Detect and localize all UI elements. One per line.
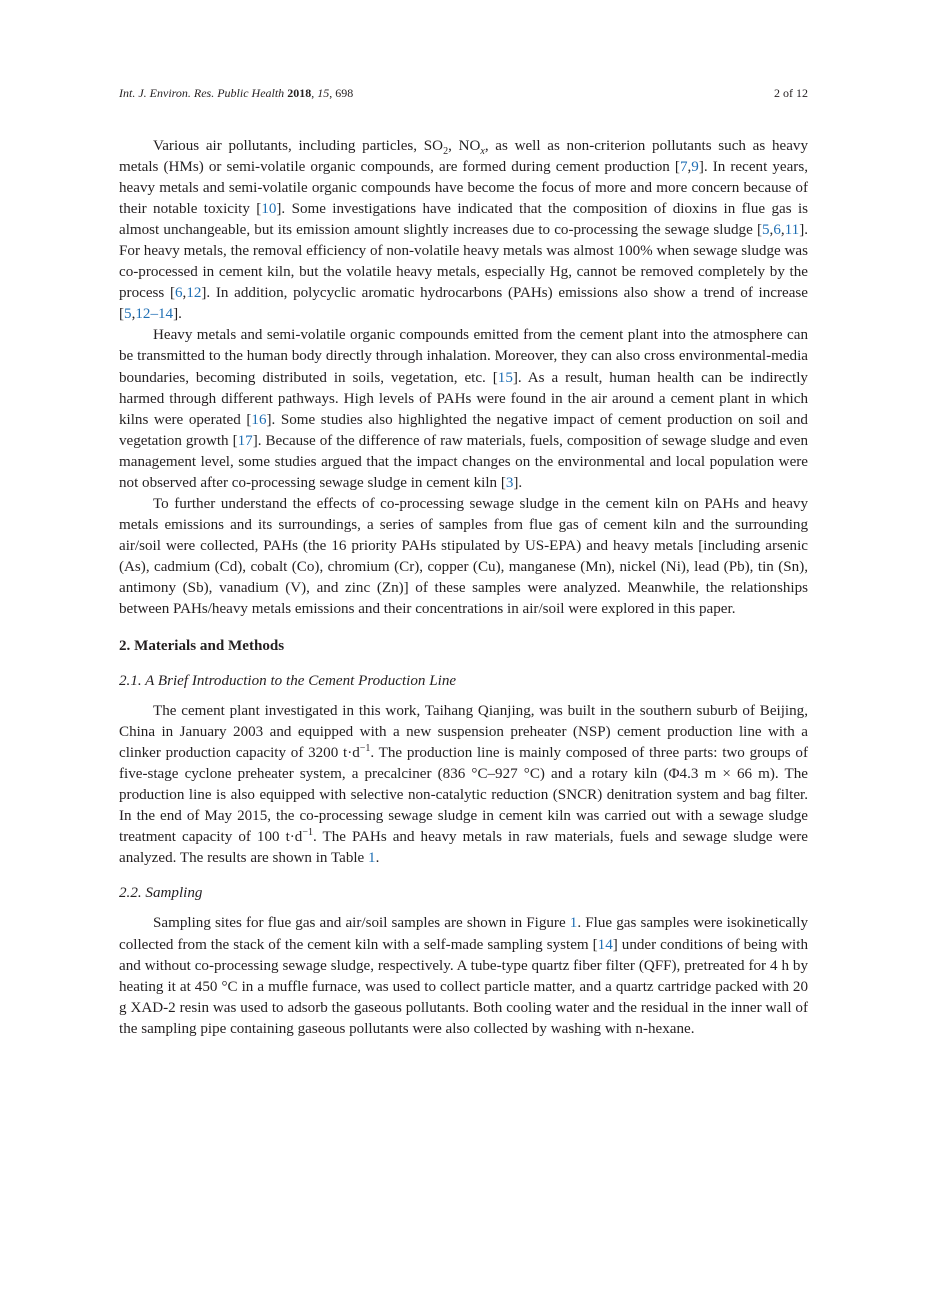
reference-link[interactable]: 17 bbox=[237, 432, 253, 449]
page-number: 2 of 12 bbox=[774, 86, 808, 100]
superscript: −1 bbox=[359, 743, 371, 755]
text-run: ]. bbox=[513, 474, 523, 491]
article-number: 698 bbox=[335, 86, 354, 100]
subscript: x bbox=[480, 146, 485, 158]
text-run: . The PAHs and heavy metals in raw materials, fuels and sewage sludge were analyzed. The results are shown in Table bbox=[119, 829, 808, 867]
text-run: , bbox=[769, 222, 774, 239]
text-run: , bbox=[687, 159, 692, 176]
reference-link[interactable]: 12 bbox=[186, 285, 202, 302]
text-run: ]. In addition, polycyclic aromatic hydrocarbons (PAHs) emissions also show a trend of increase [ bbox=[119, 285, 808, 323]
reference-link[interactable]: 9 bbox=[691, 159, 699, 176]
reference-link[interactable]: 11 bbox=[784, 222, 800, 239]
paragraph-health-effects bbox=[119, 325, 808, 493]
subsection-title-sampling: 2.2. Sampling bbox=[119, 885, 203, 902]
journal-volume: 15 bbox=[317, 86, 330, 100]
section-title-materials-methods: 2. Materials and Methods bbox=[119, 638, 285, 655]
text-run: ]. bbox=[173, 306, 182, 323]
text-run: ]. Some investigations have indicated that the composition of dioxins in flue gas is almost unchangeable, but its emission amount slightly increases due to co-processing the sewage sludge [ bbox=[119, 201, 809, 239]
text-run: ]. Some studies also highlighted the negative impact of cement production on soil and vegetation growth [ bbox=[119, 411, 808, 449]
reference-link[interactable]: 5 bbox=[124, 306, 132, 323]
reference-link[interactable]: 15 bbox=[497, 369, 513, 386]
reference-link[interactable]: 1 bbox=[569, 915, 578, 932]
text-run: . The production line is mainly composed of three parts: two groups of five-stage cyclone preheater system, a precalciner (836 °C–927 °C) and a rotary kiln (Φ4.3 m × 66 m). The production line is also equipped with selective non-catalytic reduction (SNCR) denitration system and bag filter. In the end of May 2015, the co-processing sewage sludge in cement kiln was carried out with a sewage sludge treatment capacity of 100 t·d bbox=[119, 745, 808, 846]
text-run: , bbox=[131, 306, 136, 323]
reference-link[interactable]: 14 bbox=[597, 936, 613, 953]
journal-abbrev: Int. J. Environ. Res. Public Health bbox=[119, 86, 285, 100]
reference-link[interactable]: 6 bbox=[773, 222, 781, 239]
text-run: , bbox=[182, 285, 187, 302]
text-run: ]. For heavy metals, the removal efficiency of non-volatile heavy metals was almost 100% when sewage sludge was co-processed in cement kiln, but the volatile heavy metals, especially Hg, cannot be removed completely by the process [ bbox=[119, 222, 808, 302]
text-run: . bbox=[375, 850, 380, 867]
running-header bbox=[119, 86, 808, 104]
text-run: . Flue gas samples were isokinetically collected from the stack of the cement kiln with a self-made sampling system [ bbox=[119, 915, 808, 953]
text-run: , as well as non-criterion pollutants such as heavy metals (HMs) or semi-volatile organic compounds, are formed during cement production [ bbox=[119, 138, 808, 176]
journal-year: 2018 bbox=[287, 86, 312, 100]
reference-link[interactable]: 12–14 bbox=[135, 306, 174, 323]
reference-link[interactable]: 3 bbox=[505, 474, 514, 491]
subscript: 2 bbox=[443, 146, 449, 158]
body-text bbox=[119, 136, 808, 1040]
text-run: , bbox=[780, 222, 785, 239]
subsection-title-production-line: 2.1. A Brief Introduction to the Cement Production Line bbox=[119, 673, 457, 690]
reference-link[interactable]: 10 bbox=[261, 201, 277, 218]
reference-link[interactable]: 1 bbox=[368, 850, 376, 867]
text-run: ]. As a result, human health can be indirectly harmed through different pathways. High levels of PAHs were found in the air around a cement plant in which kilns were operated [ bbox=[119, 369, 808, 428]
paragraph-study-aim bbox=[119, 494, 808, 620]
paragraph-intro-pollutants bbox=[119, 136, 808, 325]
journal-citation: Int. J. Environ. Res. Public Health 2018, 15, 698 bbox=[119, 86, 354, 100]
reference-link[interactable]: 6 bbox=[174, 285, 183, 302]
superscript: −1 bbox=[302, 827, 313, 839]
text-run: To further understand the effects of co-processing sewage sludge in the cement kiln on PAHs and heavy metals emissions and its surroundings, a series of samples from flue gas of cement kiln and the surrounding air/soil were collected, PAHs (the 16 priority PAHs stipulated by US-EPA) and heavy metals [including arsenic (As), cadmium (Cd), cobalt (Co), chromium (Cr), copper (Cu), manganese (Mn), nickel (Ni), lead (Pb), tin (Sn), antimony (Sb), vanadium (V), and zinc (Zn)] of these samples were analyzed. Meanwhile, the relationships between PAHs/heavy metals emissions and their concentrations in air/soil were explored in this paper. bbox=[119, 495, 808, 618]
text-run: ]. Because of the difference of raw materials, fuels, composition of sewage sludge and even management level, some studies argued that the impact changes on the environmental and local population were not observed after co-processing sewage sludge in cement kiln [ bbox=[119, 432, 809, 491]
text-run: The cement plant investigated in this work, Taihang Qianjing, was built in the southern suburb of Beijing, China in January 2003 and equipped with a new suspension preheater (NSP) cement production line with a clinker production capacity of 3200 t·d bbox=[119, 703, 808, 762]
text-run: ]. In recent years, heavy metals and semi-volatile organic compounds have become the focus of more and more concern because of their notable toxicity [ bbox=[119, 159, 808, 218]
reference-link[interactable]: 16 bbox=[251, 411, 267, 428]
paragraph-sampling bbox=[119, 913, 808, 1039]
text-run: Sampling sites for flue gas and air/soil samples are shown in Figure bbox=[153, 915, 570, 932]
text-run: Various air pollutants, including particles, SO bbox=[153, 138, 444, 154]
paragraph-production-line bbox=[119, 701, 808, 869]
reference-link[interactable]: 7 bbox=[679, 159, 688, 176]
text-run: Heavy metals and semi-volatile organic compounds emitted from the cement plant into the atmosphere can be transmitted to the human body directly through inhalation. Moreover, they can also cross environmental-media boundaries, becoming distributed in soils, vegetation, etc. [ bbox=[119, 327, 808, 386]
text-run: ] under conditions of being with and without co-processing sewage sludge, respectively. A tube-type quartz fiber filter (QFF), pretreated for 4 h by heating it at 450 °C in a muffle furnace, was used to collect particle matter, and a quartz cartridge packed with 20 g XAD-2 resin was used to adsorb the gaseous pollutants. Both cooling water and the residual in the inner wall of the sampling pipe containing gaseous pollutants were also collected by washing with n-hexane. bbox=[119, 936, 808, 1037]
text-run: , NO bbox=[448, 138, 481, 154]
reference-link[interactable]: 5 bbox=[761, 222, 770, 239]
